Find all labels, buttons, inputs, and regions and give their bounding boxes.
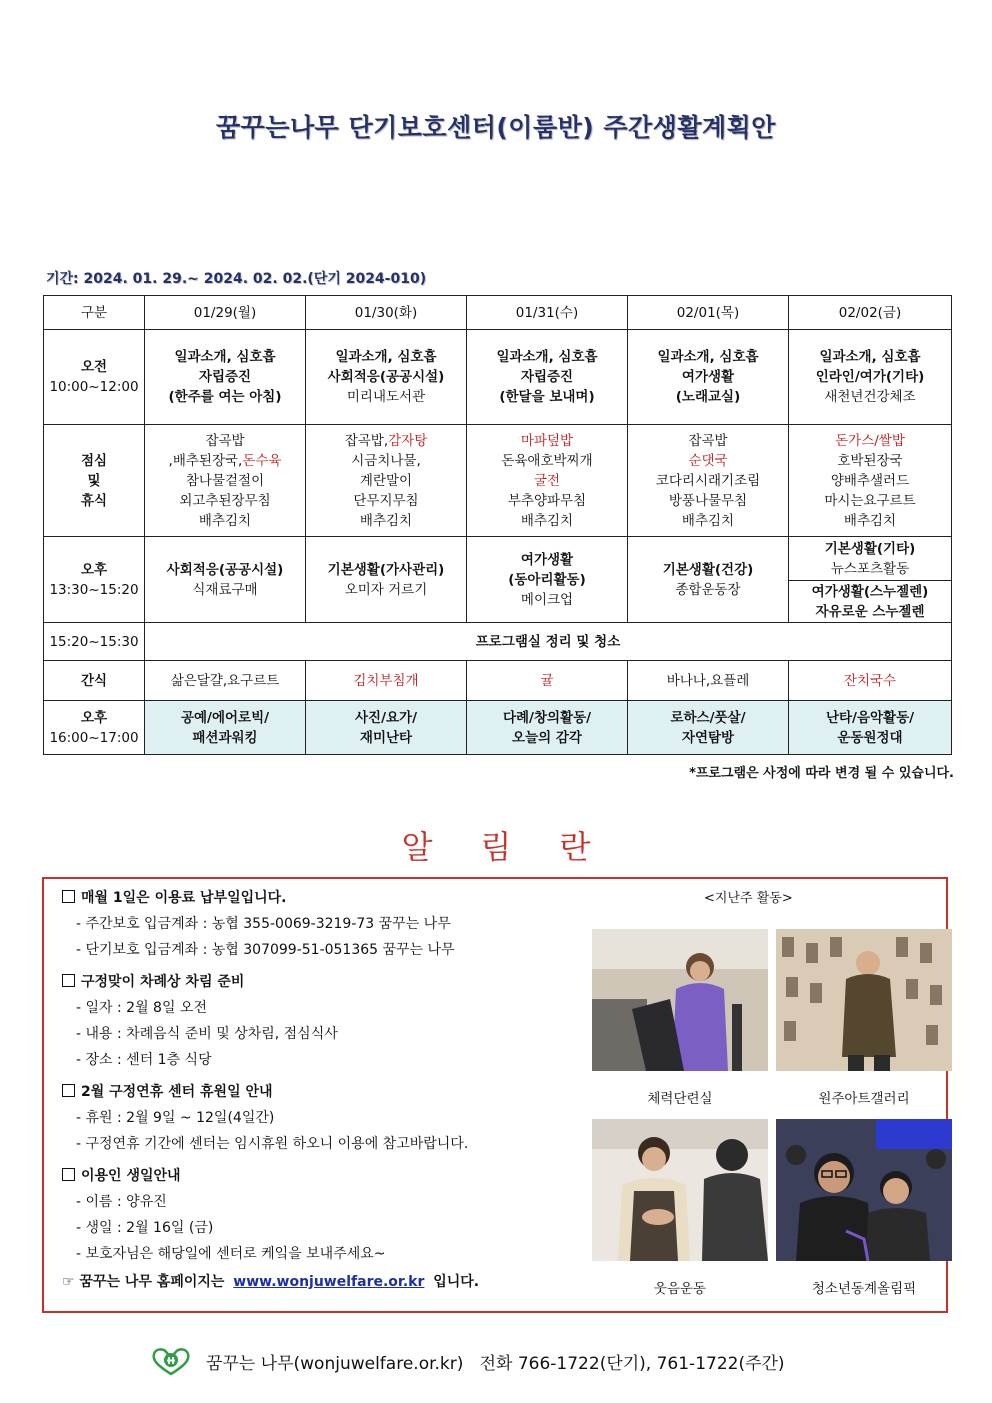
row-label: 15:20~15:30 [44,623,145,661]
afternoon-cell-fri-bottom: 여가생활(스누젤렌) 자유로운 스누젤렌 [789,581,952,623]
snack-cell-thu: 바나나,요플레 [628,661,789,701]
notice-section [62,1163,602,1267]
gallery-title: <지난주 활동> [704,891,793,906]
homepage-line [62,1269,602,1295]
cleanup-cell: 프로그램실 정리 및 청소 [145,623,952,661]
footer [150,1346,785,1376]
checkbox-icon [62,890,75,903]
checkbox-icon [62,1168,75,1181]
page-title: 꿈꾸는나무 단기보호센터(이룸반) 주간생활계획안 [216,113,776,142]
afternoon-cell-mon: 사회적응(공공시설) 식재료구매 [145,537,306,623]
late-cell-thu: 로하스/풋살/ 자연탐방 [628,701,789,755]
header-cell: 01/29(월) [145,296,306,330]
homepage-link[interactable]: www.wonjuwelfare.or.kr [233,1274,425,1290]
section-item: - 일자 : 2월 8일 오전 [76,1000,207,1016]
lunch-cell-wed: 마파덮밥 돈육애호박찌개 굴전 부추양파무침 배추김치 [467,425,628,537]
lunch-cell-fri: 돈가스/쌀밥 호박된장국 양배추샐러드 마시는요구르트 배추김치 [789,425,952,537]
morning-cell-tue: 일과소개, 심호흡 사회적응(공공시설) 미리내도서관 [306,330,467,425]
section-heading: 매월 1일은 이용료 납부일입니다. [81,890,287,906]
photo-caption: 원주아트갤러리 [818,1091,910,1107]
row-label: 간식 [44,661,145,701]
snack-row [44,661,952,701]
lunch-cell-tue: 잡곡밥,감자탕 시금치나물, 계란말이 단무지무침 배추김치 [306,425,467,537]
row-label: 점심 및 휴식 [44,425,145,537]
notice-section [62,1079,602,1157]
header-cell: 01/30(화) [306,296,467,330]
weekly-schedule-table [43,295,952,755]
schedule-period: 기간: 2024. 01. 29.~ 2024. 02. 02.(단기 2024-010) [46,271,427,287]
row-label: 오전 10:00~12:00 [44,330,145,425]
snack-cell-mon: 삶은달걀,요구르트 [145,661,306,701]
late-cell-fri: 난타/음악활동/ 운동원정대 [789,701,952,755]
header-cell: 01/31(수) [467,296,628,330]
morning-cell-mon: 일과소개, 심호흡 자립증진 (한주를 여는 아침) [145,330,306,425]
header-cell: 02/02(금) [789,296,952,330]
checkbox-icon [62,974,75,987]
morning-cell-wed: 일과소개, 심호흡 자립증진 (한달을 보내며) [467,330,628,425]
morning-cell-fri: 일과소개, 심호흡 인라인/여가(기타) 새천년건강체조 [789,330,952,425]
section-heading: 구정맞이 차례상 차림 준비 [81,974,245,990]
afternoon-cell-fri-top: 기본생활(기타) 뉴스포츠활동 [789,537,952,581]
section-item: - 내용 : 차례음식 준비 및 상차림, 점심식사 [76,1026,338,1042]
section-heading: 2월 구정연휴 센터 휴원일 안내 [81,1084,273,1100]
photo-laughter-exercise [592,1119,768,1261]
section-item: - 구정연휴 기간에 센터는 임시휴원 하오니 이용에 참고바랍니다. [76,1136,469,1152]
section-item: - 생일 : 2월 16일 (금) [76,1220,214,1236]
photo-caption: 청소년동계올림픽 [811,1281,917,1297]
photo-youth-winter-olympics [776,1119,952,1261]
row-label: 오후 16:00~17:00 [44,701,145,755]
afternoon-row [44,537,952,581]
notice-box [42,877,948,1313]
checkbox-icon [62,1084,75,1097]
morning-cell-thu: 일과소개, 심호흡 여가생활 (노래교실) [628,330,789,425]
snack-cell-wed: 귤 [467,661,628,701]
row-label: 오후 13:30~15:20 [44,537,145,623]
photo-gym [592,929,768,1071]
section-heading: 이용인 생일안내 [81,1168,181,1184]
homepage-prefix: ☞ 꿈꾸는 나무 홈페이지는 [62,1274,225,1290]
section-item: - 장소 : 센터 1층 식당 [76,1052,212,1068]
tree-heart-logo-icon [150,1346,192,1376]
header-cell: 02/01(목) [628,296,789,330]
section-item: - 보호자님은 해당일에 센터로 케잌을 보내주세요~ [76,1246,386,1262]
snack-cell-tue: 김치부침개 [306,661,467,701]
footer-text: 꿈꾸는 나무(wonjuwelfare.or.kr) 전화 766-1722(단기), 761-1722(주간) [206,1353,785,1374]
afternoon-cell-tue: 기본생활(가사관리) 오미자 거르기 [306,537,467,623]
header-row [44,296,952,330]
afternoon-cell-wed: 여가생활 (동아리활동) 메이크업 [467,537,628,623]
morning-row [44,330,952,425]
late-cell-wed: 다례/창의활동/ 오늘의 감각 [467,701,628,755]
section-item: - 휴원 : 2월 9일 ~ 12일(4일간) [76,1110,275,1126]
section-item: - 이름 : 양유진 [76,1194,167,1210]
section-item: - 주간보호 입금계좌 : 농협 355-0069-3219-73 꿈꾸는 나무 [76,916,451,932]
photo-caption: 체력단련실 [647,1091,713,1107]
schedule-note: *프로그램은 사정에 따라 변경 될 수 있습니다. [689,766,954,781]
lunch-row [44,425,952,537]
notice-title: 알림란 [401,828,639,866]
photo-caption: 웃음운동 [653,1281,707,1297]
afternoon-cell-thu: 기본생활(건강) 종합운동장 [628,537,789,623]
header-cell: 구분 [44,296,145,330]
photo-art-gallery [776,929,952,1071]
lunch-cell-thu: 잡곡밥 순댓국 코다리시래기조림 방풍나물무침 배추김치 [628,425,789,537]
late-afternoon-row [44,701,952,755]
cleanup-row [44,623,952,661]
lunch-cell-mon: 잡곡밥 ,배추된장국,돈수육 참나물겉절이 외고추된장무침 배추김치 [145,425,306,537]
snack-cell-fri: 잔치국수 [789,661,952,701]
late-cell-mon: 공예/에어로빅/ 패션과워킹 [145,701,306,755]
homepage-suffix: 입니다. [433,1274,480,1290]
notice-section [62,885,602,963]
section-item: - 단기보호 입금계좌 : 농협 307099-51-051365 꿈꾸는 나무 [76,942,455,958]
late-cell-tue: 사진/요가/ 재미난타 [306,701,467,755]
notice-section [62,969,602,1073]
notice-list [62,885,602,1295]
